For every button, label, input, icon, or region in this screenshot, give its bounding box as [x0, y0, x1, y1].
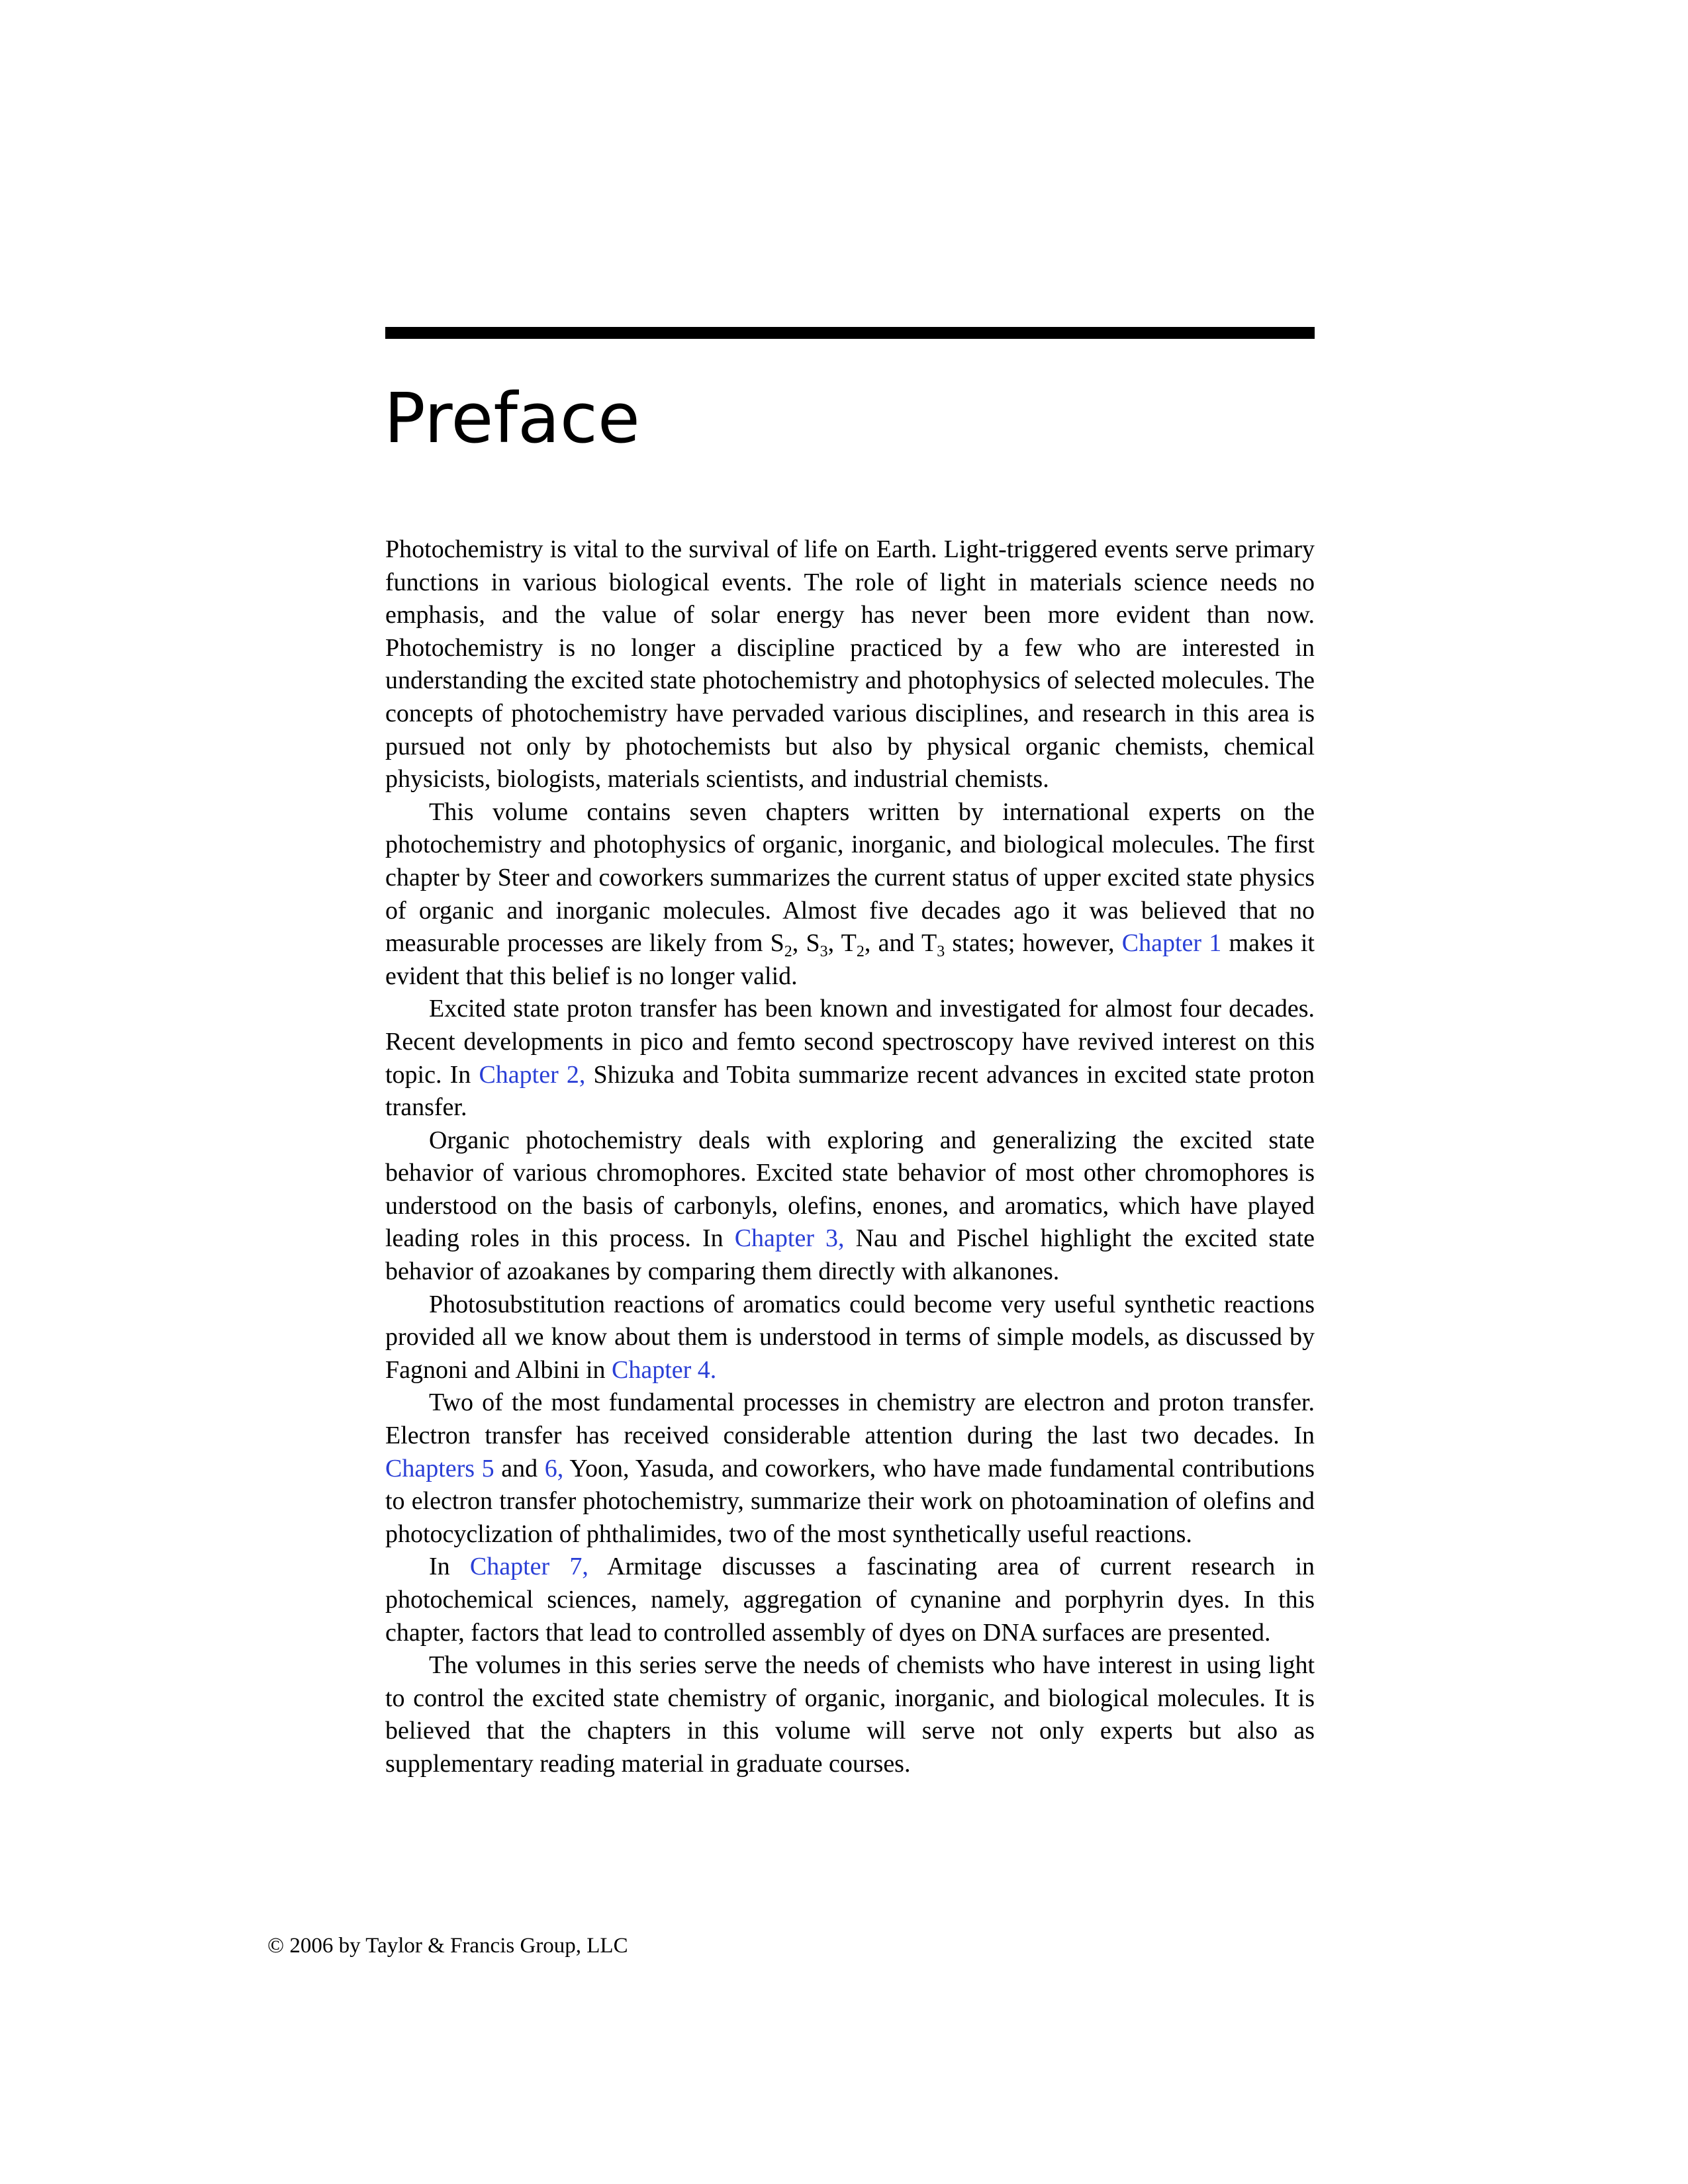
- paragraph-4: [385, 1124, 1315, 1289]
- paragraph-3-text-1: Excited state proton transfer has been known and investigated for almost four decades. Recent developments in pico and femto second spectroscopy have revived interest on this topic. In: [385, 995, 1315, 1089]
- chapter-1-link[interactable]: Chapter 1: [1121, 929, 1222, 958]
- subscript-s2: 2: [784, 943, 792, 961]
- chapter-3-link[interactable]: Chapter 3,: [734, 1224, 845, 1253]
- paragraph-4-text-1: Organic photochemistry deals with exploring and generalizing the excited state behavior of various chromophores. Excited state behavior of most other chromophores is understood on the basis of carbonyls, olefins, enones, and aromatics, which have played leading roles in this process. In: [385, 1126, 1315, 1253]
- chapter-heading-rule: [385, 327, 1315, 339]
- paragraph-7: [385, 1551, 1315, 1649]
- paragraph-7-text-2: Armitage discusses a fascinating area of current research in photochemical sciences, namely, aggregation of cynanine and porphyrin dyes. In this chapter, factors that lead to controlled assembly of dyes on DNA surfaces are presented.: [385, 1553, 1315, 1647]
- paragraph-2-text-5: states; however,: [945, 929, 1122, 958]
- paragraph-1: Photochemistry is vital to the survival of life on Earth. Light-triggered events serve primary functions in various biological events. The role of light in materials science needs no emphasis, and the value of solar energy has never been more evident than now. Photochemistry is no longer a discipline practiced by a few who are interested in understanding the excited state photochemistry and photophysics of selected molecules. The concepts of photochemistry have pervaded various disciplines, and research in this area is pursued not only by photochemists but also by physical organic chemists, chemical physicists, biologists, materials scientists, and industrial chemists.: [385, 535, 1315, 794]
- paragraph-5: [385, 1289, 1315, 1387]
- paragraph-2-text-1: This volume contains seven chapters written by international experts on the photochemistry and photophysics of organic, inorganic, and biological molecules. The first chapter by Steer and coworkers summarizes the current status of upper excited state physics of organic and inorganic molecules. Almost five decades ago it was believed that no measurable processes are likely from S: [385, 797, 1315, 958]
- paragraph-6-text-3: Yoon, Yasuda, and coworkers, who have made fundamental contributions to electron transfer photochemistry, summarize their work on photoamination of olefins and photocyclization of phthalimides, two of the most synthetically useful reactions.: [385, 1454, 1315, 1548]
- subscript-s3: 3: [820, 943, 828, 961]
- chapter-6-link[interactable]: 6,: [544, 1454, 564, 1482]
- page-title: Preface: [384, 378, 640, 459]
- paragraph-5-text-1: Photosubstitution reactions of aromatics could become very useful synthetic reactions provided all we know about them is understood in terms of simple models, as discussed by Fagnoni and Albini in: [385, 1290, 1315, 1384]
- paragraph-2-text-6: makes it evident that this belief is no longer valid.: [385, 929, 1315, 990]
- chapter-4-link[interactable]: Chapter 4.: [612, 1355, 717, 1384]
- subscript-t2: 2: [856, 943, 865, 961]
- subscript-t3: 3: [937, 943, 945, 961]
- paragraph-8: The volumes in this series serve the needs of chemists who have interest in using light to control the excited state chemistry of organic, inorganic, and biological molecules. It is believed that the chapters in this volume will serve not only experts but also as supplementary reading material in graduate courses.: [385, 1651, 1315, 1778]
- paragraph-2-text-3: , T: [827, 929, 857, 958]
- paragraph-6: [385, 1387, 1315, 1551]
- chapter-7-link[interactable]: Chapter 7,: [469, 1553, 588, 1581]
- paragraph-2: [385, 796, 1315, 993]
- paragraph-7-text-1: In: [429, 1553, 470, 1581]
- chapter-5-link[interactable]: Chapters 5: [385, 1454, 494, 1482]
- paragraph-4-text-2: Nau and Pischel highlight the excited state behavior of azoakanes by comparing them directly with alkanones.: [385, 1224, 1315, 1286]
- paragraph-6-text-2: and: [494, 1454, 545, 1482]
- paragraph-2-text-4: , and T: [864, 929, 937, 958]
- paragraph-3: [385, 993, 1315, 1124]
- preface-body: [385, 533, 1315, 1781]
- paragraph-6-text-1: Two of the most fundamental processes in chemistry are electron and proton transfer. Electron transfer has received considerable attention during the last two decades. In: [385, 1388, 1315, 1450]
- chapter-2-link[interactable]: Chapter 2,: [479, 1060, 586, 1089]
- paragraph-3-text-2: Shizuka and Tobita summarize recent advances in excited state proton transfer.: [385, 1060, 1315, 1122]
- paragraph-2-text-2: , S: [792, 929, 820, 958]
- copyright-notice: © 2006 by Taylor & Francis Group, LLC: [267, 1934, 628, 1958]
